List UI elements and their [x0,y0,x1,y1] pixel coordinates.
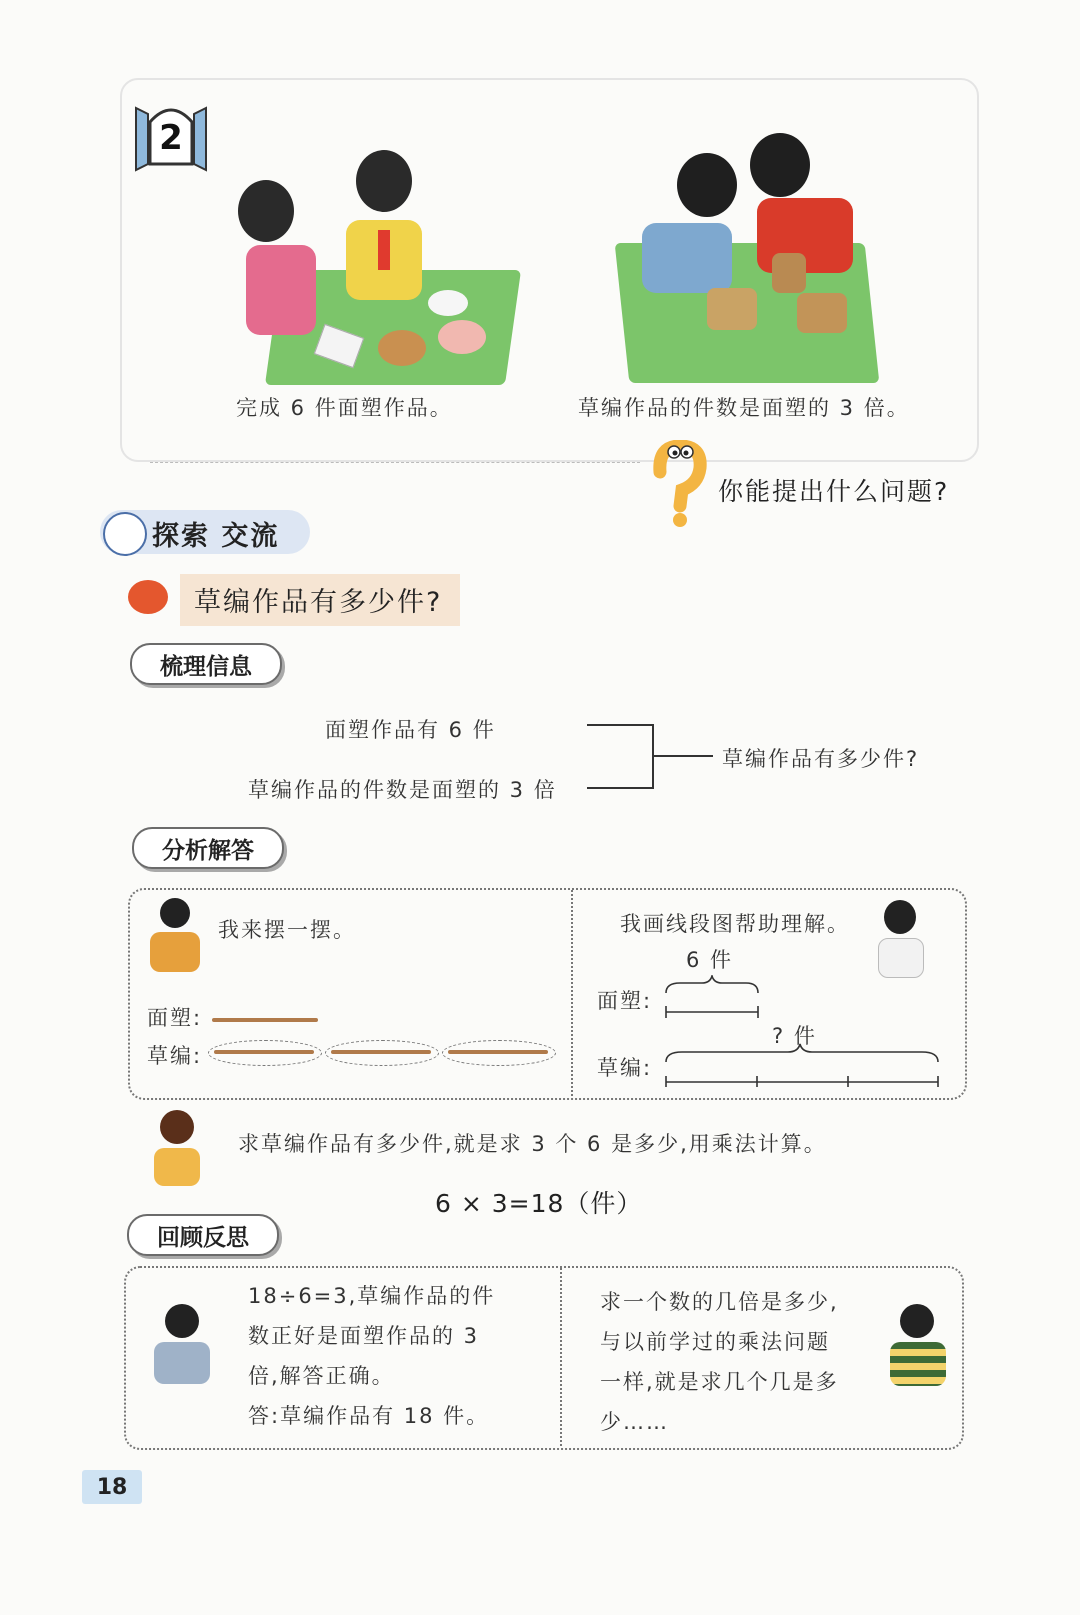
page-number: 18 [82,1470,142,1504]
boy-avatar [150,898,200,974]
right-row-straw-label: 草编: [597,1056,653,1080]
left-bubble-text: 我来摆一摆。 [218,918,356,942]
bracket-connector [585,722,715,792]
clay-rabbit [428,290,468,316]
girl-right-figure [356,150,412,212]
reading-child-icon [103,512,147,556]
step-analyze-answer-label: 分析解答 [132,827,284,869]
straw-segment-diagram [660,1040,945,1088]
fact-straw-multiple: 草编作品的件数是面塑的 3 倍 [248,778,557,802]
reasoning-text: 求草编作品有多少件,就是求 3 个 6 是多少,用乘法计算。 [238,1132,827,1156]
straw-basket-2 [772,253,806,293]
target-question: 草编作品有多少件? [722,747,920,771]
review-box-divider [560,1268,562,1446]
fact-clay-count: 面塑作品有 6 件 [325,718,496,742]
left-row-straw-label: 草编: [147,1044,203,1068]
review-left-line-4: 答:草编作品有 18 件。 [248,1404,490,1428]
question-prompt: 你能提出什么问题? [718,477,950,506]
clay-sticks-row [212,1018,318,1022]
girl-left-figure [238,180,294,242]
review-right-line-4: 少…… [600,1410,669,1434]
boy-striped-avatar [886,1304,950,1388]
section-divider [150,462,640,463]
step-review-label: 回顾反思 [127,1214,279,1256]
boy-review-avatar [148,1304,216,1386]
right-row-clay-label: 面塑: [597,989,653,1013]
equation: 6 × 3=18（件） [435,1189,643,1218]
clay-dog [378,330,426,366]
problem-number-window-icon [128,98,214,172]
clay-craft-illustration [228,150,508,385]
review-left-line-2: 数正好是面塑作品的 3 [248,1324,480,1348]
caption-right: 草编作品的件数是面塑的 3 倍。 [578,396,910,420]
review-right-line-3: 一样,就是求几个几是多 [600,1370,839,1394]
question-mark-mascot-icon [650,440,708,530]
main-question: 草编作品有多少件? [194,587,443,618]
segment-top-label: 6 件 [686,948,734,972]
right-bubble-text: 我画线段图帮助理解。 [620,912,850,936]
section-title: 探索 交流 [152,521,280,552]
girl-reasoning-avatar [150,1110,204,1186]
segment-question-label: ? 件 [772,1024,817,1048]
boy-left-figure [677,153,737,217]
problem-number: 2 [159,118,183,158]
review-right-line-1: 求一个数的几倍是多少, [600,1290,839,1314]
caption-left: 完成 6 件面塑作品。 [236,396,453,420]
straw-basket-1 [707,288,757,330]
girl-avatar [876,900,924,978]
question-apple-icon [128,580,168,614]
review-left-line-3: 倍,解答正确。 [248,1364,395,1388]
boy-right-figure [750,133,810,197]
left-row-clay-label: 面塑: [147,1006,203,1030]
review-right-line-2: 与以前学过的乘法问题 [600,1330,830,1354]
clay-pig [438,320,486,354]
analysis-box-divider [571,890,573,1096]
clay-segment-diagram [660,975,765,1020]
step-organize-info-label: 梳理信息 [130,643,282,685]
straw-basket-3 [797,293,847,333]
straw-weaving-illustration [622,128,872,383]
review-left-line-1: 18÷6=3,草编作品的件 [248,1284,496,1308]
